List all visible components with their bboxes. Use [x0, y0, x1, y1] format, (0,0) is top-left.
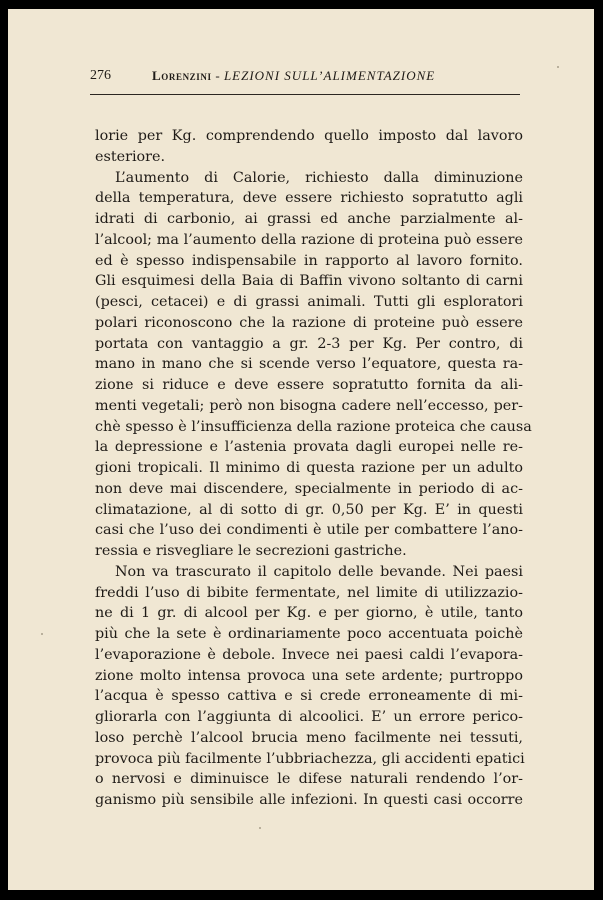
page-header — [90, 66, 520, 95]
page-number: 276 — [90, 68, 111, 83]
text-line-02: esteriore. — [95, 148, 166, 165]
text-line-17: gioni tropicali. Il minimo di questa razione per un adulto — [95, 460, 523, 476]
running-title — [152, 68, 435, 84]
text-line-08: Gli esquimesi della Baia di Baffin vivono soltanto di carni — [95, 273, 523, 290]
paper-speck — [41, 633, 43, 635]
text-line-16: la depressione e l’astenia provata dagli europei nelle re- — [95, 439, 523, 456]
text-line-26: l’evaporazione è debole. Invece nei paesi caldi l’evapora- — [95, 646, 523, 663]
text-line-12: mano in mano che si scende verso l’equatore, questa ra- — [95, 356, 523, 373]
text-line-07: ed è spesso indispensabile in rapporto al lavoro fornito. — [95, 252, 523, 269]
text-line-01: lorie per Kg. comprendendo quello imposto dal lavoro — [95, 128, 523, 144]
text-line-14: menti vegetali; però non bisogna cadere nell’eccesso, per- — [95, 397, 523, 414]
running-author: Lorenzini — [152, 68, 212, 83]
text-line-11: portata con vantaggio a gr. 2-3 per Kg. Per contro, di — [95, 335, 523, 352]
text-line-29: gliorarla con l’aggiunta di alcoolici. E’ un errore perico- — [95, 709, 523, 725]
text-line-13: zione si riduce e deve essere sopratutto fornita da ali- — [95, 377, 523, 393]
text-line-19: climatazione, al di sotto di gr. 0,50 per Kg. E’ in questi — [95, 501, 523, 518]
text-line-20: casi che l’uso dei condimenti è utile per combattere l’ano- — [95, 522, 523, 539]
book-page — [8, 9, 594, 890]
text-line-04: della temperatura, deve essere richiesto sopratutto agli — [95, 190, 523, 207]
text-line-32: o nervosi e diminuisce le difese naturali rendendo l’or- — [95, 771, 523, 788]
text-line-03: L’aumento di Calorie, richiesto dalla diminuzione — [115, 169, 523, 186]
text-line-22: Non va trascurato il capitolo delle bevande. Nei paesi — [115, 563, 523, 580]
text-line-18: non deve mai discendere, specialmente in periodo di ac- — [95, 480, 523, 497]
text-line-30: loso perchè l’alcool brucia meno facilmente nei tessuti, — [95, 729, 523, 746]
text-line-27: zione molto intensa provoca una sete ardente; purtroppo — [95, 667, 523, 684]
text-line-23: freddi l’uso di bibite fermentate, nel limite di utilizzazio- — [95, 584, 523, 601]
text-line-05: idrati di carbonio, ai grassi ed anche parzialmente al- — [95, 211, 523, 227]
paper-speck — [557, 66, 559, 68]
text-line-15: chè spesso è l’insufficienza della razione proteica che causa — [95, 418, 532, 435]
paper-speck — [259, 827, 261, 829]
text-line-28: l’acqua è spesso cattiva e si crede erroneamente di mi- — [95, 688, 523, 705]
body-text — [95, 126, 532, 811]
text-line-06: l’alcool; ma l’aumento della razione di proteina può essere — [95, 231, 523, 248]
text-line-09: (pesci, cetacei) e di grassi animali. Tutti gli esploratori — [95, 294, 523, 310]
running-subject: LEZIONI SULL’ALIMENTAZIONE — [223, 68, 436, 83]
text-line-10: polari riconoscono che la razione di proteine può essere — [95, 314, 523, 331]
text-line-31: provoca più facilmente l’ubbriachezza, gli accidenti epatici — [95, 750, 525, 767]
text-line-21: ressia e risvegliare le secrezioni gastriche. — [95, 543, 407, 559]
text-line-33: ganismo più sensibile alle infezioni. In questi casi occorre — [95, 792, 523, 808]
running-title-separator: - — [211, 68, 224, 83]
text-line-25: più che la sete è ordinariamente poco accentuata poichè — [95, 626, 523, 642]
text-line-24: ne di 1 gr. di alcool per Kg. e per giorno, è utile, tanto — [95, 605, 523, 622]
